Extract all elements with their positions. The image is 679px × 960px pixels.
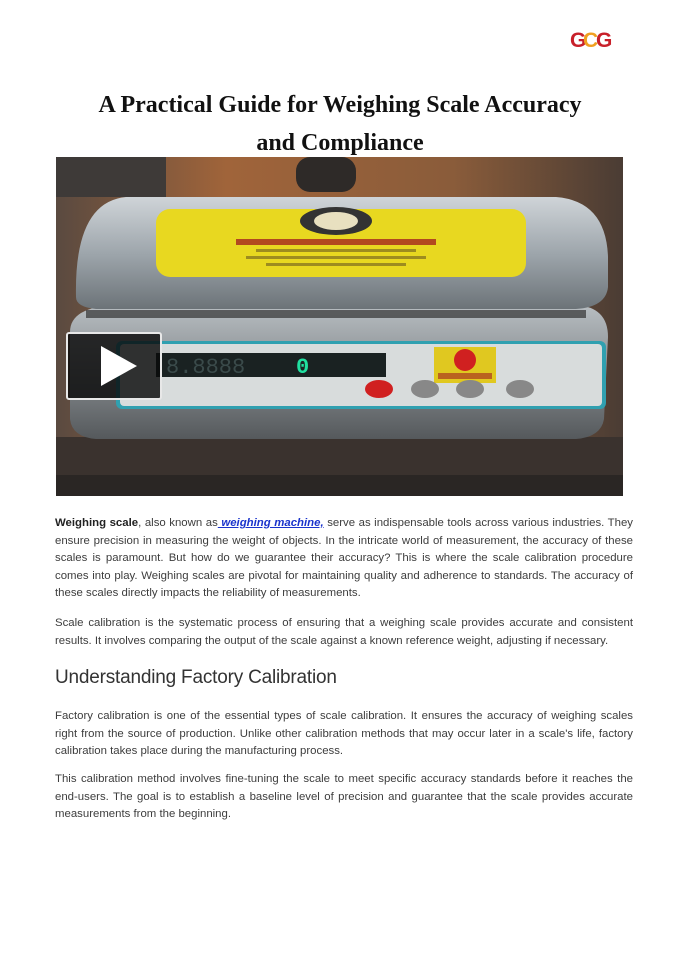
intro-text-b: serve as indispensable tools across various industries. They ensure precision in measuring the weight of objects. In the intricate world of measurement, the accuracy of these scales is paramount. But how do we guarantee their accuracy? This is where the scale calibration procedure comes into play. Weighing scales are pivotal for maintaining quality and adherence to standards. The accuracy of these scales directly impacts the reliability of measurements.: [55, 517, 633, 600]
hero-video-thumbnail[interactable]: [56, 157, 623, 496]
svg-text:G: G: [596, 29, 612, 52]
svg-text:G: G: [570, 29, 587, 52]
intro-text-a: , also known as: [138, 517, 218, 529]
title-line-2: and Compliance: [256, 130, 424, 156]
svg-text:8.8888: 8.8888: [166, 355, 246, 380]
intro-paragraph: [55, 515, 633, 603]
play-button[interactable]: [66, 332, 162, 400]
svg-text:C: C: [583, 29, 599, 52]
title-line-1: A Practical Guide for Weighing Scale Accuracy: [98, 92, 582, 118]
page-title: [40, 86, 640, 162]
weighing-scale-image: [56, 157, 623, 496]
section-heading: Understanding Factory Calibration: [55, 667, 337, 688]
fine-tuning-paragraph: This calibration method involves fine-tuning the scale to meet specific accuracy standards before it reaches the end-users. The goal is to establish a baseline level of precision and guarantee that the scale provides accurate measurements from the beginning.: [55, 773, 633, 821]
factory-calibration-paragraph: Factory calibration is one of the essential types of scale calibration. It ensures the accuracy of weighing scales right from the source of production. Unlike other calibration methods that may occur later in a scale's life, factory calibration takes place during the manufacturing process.: [55, 710, 633, 758]
play-icon: [101, 346, 137, 386]
gcg-logo: [570, 26, 612, 52]
svg-text:0: 0: [296, 355, 310, 380]
weighing-machine-link[interactable]: weighing machine,: [217, 517, 324, 529]
bold-lead: Weighing scale: [55, 517, 139, 529]
calibration-paragraph: Scale calibration is the systematic process of ensuring that a weighing scale provides accurate and consistent results. It involves comparing the output of the scale against a known reference weight, adjusting if necessary.: [55, 617, 633, 647]
logo-icon: [570, 26, 612, 52]
